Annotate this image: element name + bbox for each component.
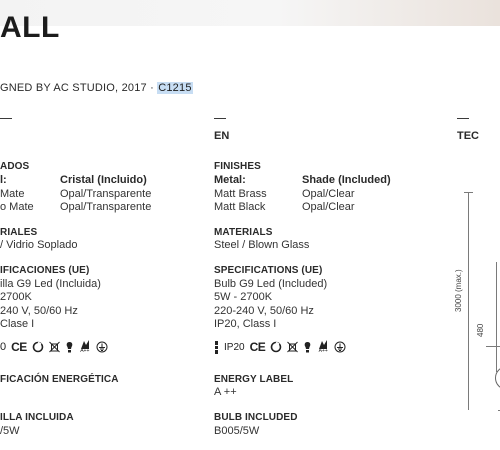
en-shade-label: Shade (Included): [302, 174, 391, 186]
es-finish-shade-2: Opal/Transparente: [60, 201, 152, 213]
en-spec-line-4: IP20, Class I: [214, 318, 277, 330]
bulb-icon: [303, 341, 312, 354]
ip-rating-label: IP20: [224, 341, 245, 353]
ground-symbol-icon: [96, 341, 108, 353]
weee-bin-icon: [49, 341, 60, 353]
energy-class-icon: [79, 340, 91, 354]
tec-column-rule: [457, 118, 469, 119]
es-spec-line-2: 2700K: [0, 291, 32, 303]
plug-icon: [214, 341, 219, 354]
en-energy-value: A ++: [214, 386, 237, 398]
es-lead-glyph: 0: [0, 341, 7, 353]
ce-mark-icon: CE: [249, 340, 266, 354]
en-column-rule: [214, 118, 226, 119]
tec-cable-line: [496, 262, 497, 372]
product-title: ALL: [0, 11, 60, 44]
es-finish-metal-2: o Mate: [0, 201, 34, 213]
energy-class-label: A++: [318, 348, 328, 354]
es-metal-label: l:: [0, 174, 7, 186]
en-column-label: EN: [214, 130, 230, 142]
tec-height-dimension-line: [468, 192, 469, 410]
es-specs-title: IFICACIONES (UE): [0, 265, 90, 276]
en-materials-value: Steel / Blown Glass: [214, 239, 310, 251]
es-column-rule: [0, 118, 12, 119]
top-banner: [0, 0, 500, 26]
recycle-icon: [32, 341, 44, 353]
tec-height-label: 3000 (max.): [454, 269, 463, 312]
product-code[interactable]: C1215: [158, 82, 192, 94]
tec-dimension-tick-top: [464, 192, 473, 193]
en-spec-line-1: Bulb G9 Led (Included): [214, 278, 328, 290]
es-finish-metal-1: Mate: [0, 188, 25, 200]
es-finish-shade-1: Opal/Transparente: [60, 188, 152, 200]
es-shade-label: Cristal (Incluido): [60, 174, 147, 186]
bulb-icon: [65, 341, 74, 354]
en-finish-shade-2: Opal/Clear: [302, 201, 355, 213]
tec-column-label: TEC: [457, 130, 479, 142]
en-spec-line-3: 220-240 V, 50/60 Hz: [214, 305, 314, 317]
en-finish-metal-1: Matt Brass: [214, 188, 267, 200]
es-spec-line-4: Clase I: [0, 318, 35, 330]
en-materials-title: MATERIALS: [214, 227, 273, 238]
ground-symbol-icon: [334, 341, 346, 353]
designer-credit: [0, 82, 193, 94]
en-cert-icons: [214, 340, 346, 354]
es-energy-title: FICACIÓN ENERGÉTICA: [0, 374, 119, 385]
recycle-icon: [270, 341, 282, 353]
es-materials-value: / Vidrio Soplado: [0, 239, 78, 251]
en-finish-metal-2: Matt Black: [214, 201, 266, 213]
en-metal-label: Metal:: [214, 174, 246, 186]
energy-class-label: A++: [80, 348, 90, 354]
es-finishes-title: ADOS: [0, 161, 30, 172]
en-energy-title: ENERGY LABEL: [214, 374, 294, 385]
ce-mark-icon: CE: [11, 340, 27, 354]
es-materials-title: RIALES: [0, 227, 38, 238]
en-finishes-title: FINISHES: [214, 161, 261, 172]
energy-class-icon: [317, 340, 329, 354]
tec-dim-tick: [486, 346, 500, 347]
designer-text: GNED BY AC STUDIO, 2017 ·: [0, 82, 158, 94]
weee-bin-icon: [287, 341, 298, 353]
es-bulb-value: /5W: [0, 425, 20, 437]
es-cert-icons: [0, 340, 108, 354]
tec-dim-label: 480: [476, 323, 485, 337]
es-spec-line-1: illa G9 Led (Incluida): [0, 278, 101, 290]
en-bulb-value: B005/5W: [214, 425, 260, 437]
en-bulb-title: BULB INCLUDED: [214, 412, 298, 423]
es-bulb-title: ILLA INCLUIDA: [0, 412, 74, 423]
en-spec-line-2: 5W - 2700K: [214, 291, 273, 303]
es-spec-line-3: 240 V, 50/60 Hz: [0, 305, 78, 317]
en-finish-shade-1: Opal/Clear: [302, 188, 355, 200]
en-specs-title: SPECIFICATIONS (UE): [214, 265, 323, 276]
